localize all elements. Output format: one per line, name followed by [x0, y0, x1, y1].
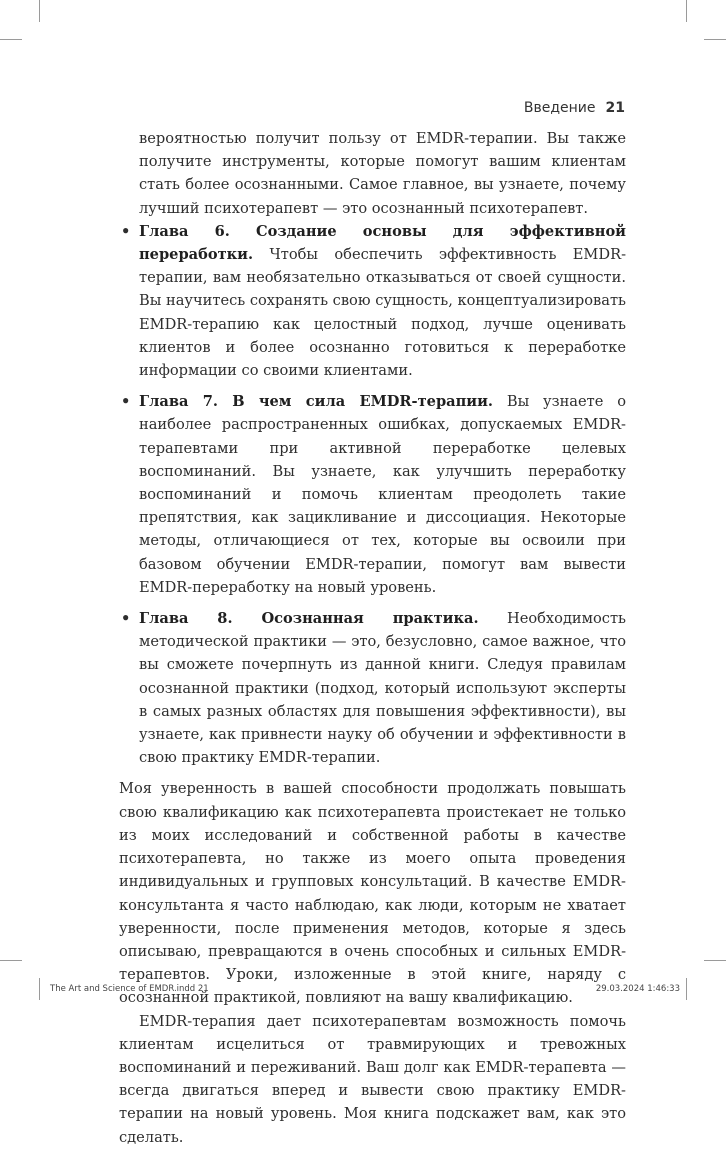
footer-filename: The Art and Science of EMDR.indd 21 — [50, 984, 209, 994]
chapter-description: Чтобы обеспечить эффективность EMDR-терапии, вам необязательно отказываться от своей сущности. Вы научитесь сохранять свою сущность, концептуализировать EMDR-терапию как целостный подход, лучше оценивать клиентов и более осознанно готовиться к переработке информации со своими клиентами. — [139, 246, 626, 380]
body-paragraph: EMDR-терапия дает психотерапевтам возможность помочь клиентам исцелиться от травмирующих и тревожных воспоминаний и переживаний. Ваш долг как EMDR-терапевта — всегда двигаться вперед и вывести свою практику EMDR-терапии на новый уровень. Моя книга подскажет вам, как это сделать. — [119, 1012, 626, 1146]
section-title: Введение — [523, 100, 596, 116]
chapter-title: Глава 7. В чем сила EMDR-терапии. — [139, 393, 494, 411]
bullet-icon: • — [121, 393, 131, 411]
chapter-item — [119, 390, 626, 599]
crop-mark-right-bottom — [704, 960, 726, 961]
bullet-icon: • — [121, 222, 131, 240]
chapter-item — [119, 220, 626, 382]
continuation-text: вероятностью получит пользу от EMDR-терапии. Вы также получите инструменты, которые помогут вашим клиентам стать более осознанными. Самое главное, вы узнаете, почему лучший психотерапевт — это осознанный психотерапевт. — [139, 130, 626, 217]
body-paragraph: Моя уверенность в вашей способности продолжать повышать свою квалификацию как психотерапевта проистекает не только из моих исследований и собственной работы в качестве психотерапевта, но также из моего опыта проведения индивидуальных и групповых консультаций. В качестве EMDR-консультанта я часто наблюдаю, как люди, которым не хватает уверенности, после применения методов, которые я здесь описываю, превращаются в очень способных и сильных EMDR-терапевтов. Уроки, изложенные в этой книге, наряду с осознанной практикой, повлияют на вашу квалификацию. — [119, 780, 626, 1007]
crop-mark-bottom-right — [686, 978, 687, 1000]
running-head — [119, 100, 625, 116]
chapter-description: Вы узнаете о наиболее распространенных ошибках, допускаемых EMDR-терапевтами при активной переработке целевых воспоминаний. Вы узнаете, как улучшить переработку воспоминаний и помочь клиентам преодолеть такие препятствия, как зацикливание и диссоциация. Некоторые методы, отличающиеся от тех, которые вы освоили при базовом обучении EMDR-терапии, помогут вам вывести EMDR-переработку на новый уровень. — [139, 393, 626, 596]
chapter-description: Необходимость методической практики — это, безусловно, самое важное, что вы сможете почерпнуть из данной книги. Следуя правилам осознанной практики (подход, который используют эксперты в самых разных областях для повышения эффективности), вы узнаете, как привнести науку об обучении и эффективности в свою практику EMDR-терапии. — [139, 610, 626, 767]
crop-mark-top-right — [686, 0, 687, 22]
page-number: 21 — [605, 100, 625, 116]
crop-mark-left-top — [0, 39, 22, 40]
footer-datetime: 29.03.2024 1:46:33 — [595, 984, 680, 994]
chapter-item — [119, 607, 626, 769]
chapter-title: Глава 8. Осознанная практика. — [139, 610, 479, 628]
crop-mark-left-bottom — [0, 960, 22, 961]
crop-mark-right-top — [704, 39, 726, 40]
page-body — [119, 127, 626, 1149]
chapter-list — [119, 220, 626, 770]
crop-mark-bottom-left — [39, 978, 40, 1000]
chapter-title: Глава 6. Создание основы для эффективной переработки. — [139, 222, 626, 264]
bullet-icon: • — [121, 610, 131, 628]
crop-mark-top-left — [39, 0, 40, 22]
